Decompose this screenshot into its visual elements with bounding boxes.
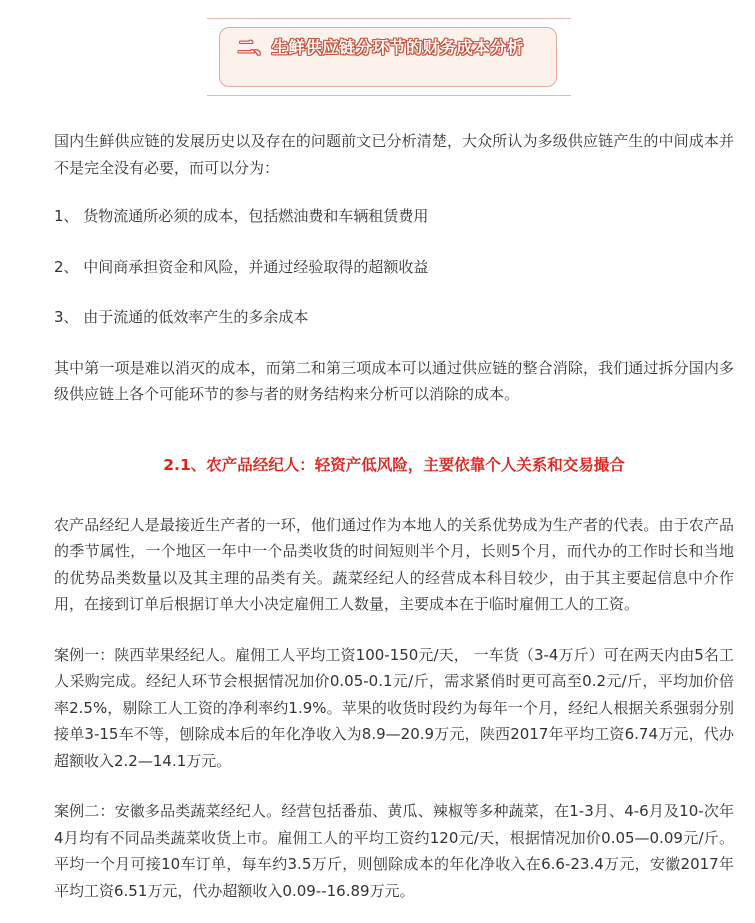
case-one-paragraph: 案例一：陕西苹果经纪人。雇佣工人平均工资100-150元/天， 一车货（3-4万斤）可在两天内由5名工人采购完成。经纪人环节会根据情况加价0.05-0.1元/斤，需求紧俏时更可高至0.2元/斤，平均加价倍率2.5%，剔除工人工资的净利率约1.9%。苹果的收货时段约为每年一个月，经纪人根据关系强弱分别接单3-15车不等，刨除成本后的年化净收入为8.9—20.9万元，陕西2017年平均工资6.74万元，代办超额收入2.2—14.1万元。	[54, 645, 734, 770]
broker-intro-paragraph: 农产品经纪人是最接近生产者的一环，他们通过作为本地人的关系优势成为生产者的代表。由于农产品的季节属性，一个地区一年中一个品类收货的时间短则半个月，长则5个月，而代办的工作时长和当地的优势品类数量以及其主理的品类有关。蔬菜经纪人的经营成本科目较少，由于其主要起信息中介作用，在接到订单后根据订单大小决定雇佣工人数量，主要成本在于临时雇佣工人的工资。	[54, 515, 734, 613]
case-two-paragraph: 案例二：安徽多品类蔬菜经纪人。经营包括番茄、黄瓜、辣椒等多种蔬菜，在1-3月、4-6月及10-次年4月均有不同品类蔬菜收货上市。雇佣工人的平均工资约120元/天，根据情况加价0.05—0.09元/斤。平均一个月可接10车订单，每车约3.5万斤，则刨除成本的年化净收入在6.6-23.4万元，安徽2017年平均工资6.51万元，代办超额收入0.09--16.89万元。	[54, 802, 734, 900]
subsection-heading: 2.1、农产品经纪人：轻资产低风险，主要依靠个人关系和交易撮合	[163, 455, 625, 474]
section-title: 二、生鲜供应链分环节的财务成本分析	[238, 38, 524, 57]
list-item-3: 3、 由于流通的低效率产生的多余成本	[54, 308, 309, 326]
section-banner	[207, 18, 571, 96]
section-banner-box	[219, 27, 557, 87]
list-item-2: 2、 中间商承担资金和风险，并通过经验取得的超额收益	[54, 257, 429, 276]
intro-paragraph: 国内生鲜供应链的发展历史以及存在的问题前文已分析清楚，大众所认为多级供应链产生的中间成本并不是完全没有必要，而可以分为：	[54, 132, 734, 177]
article-body	[54, 128, 734, 904]
summary-paragraph: 其中第一项是难以消灭的成本，而第二和第三项成本可以通过供应链的整合消除，我们通过拆分国内多级供应链上各个可能环节的参与者的财务结构来分析可以消除的成本。	[54, 358, 734, 403]
list-item-1: 1、 货物流通所必须的成本，包括燃油费和车辆租赁费用	[54, 207, 429, 225]
